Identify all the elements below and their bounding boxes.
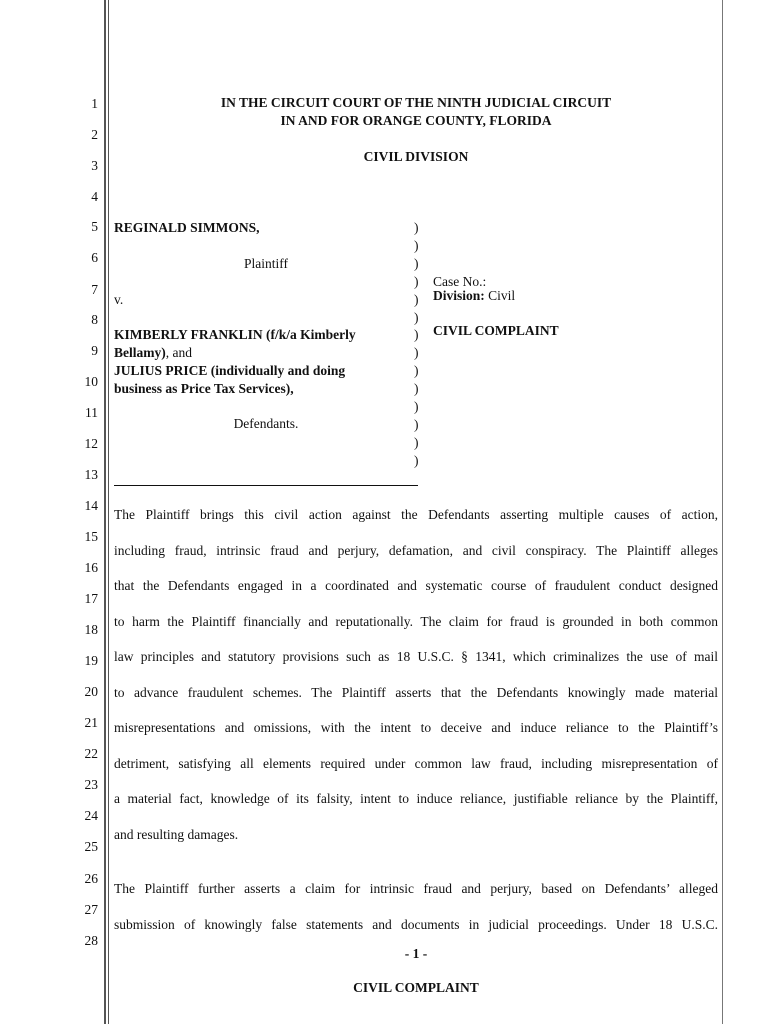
line-number: 9: [91, 343, 98, 358]
line-number: 18: [84, 622, 98, 637]
caption-paren: ): [414, 273, 419, 289]
defendant-2-line1: JULIUS PRICE (individually and doing: [114, 363, 346, 378]
line-number: 1: [91, 96, 98, 111]
line-number: 26: [84, 871, 98, 886]
line-number: 28: [84, 933, 98, 948]
caption-paren: ): [414, 255, 419, 271]
caption-separator-line: [114, 485, 418, 486]
division-label: Division:: [433, 288, 485, 303]
paragraph-line: and resulting damages.: [114, 826, 239, 842]
division-heading: CIVIL DIVISION: [363, 149, 469, 164]
defendant-role: Defendants.: [233, 416, 299, 431]
line-number: 15: [84, 529, 98, 544]
document-title: CIVIL COMPLAINT: [433, 323, 559, 338]
caption-paren: ): [414, 237, 419, 253]
line-number: 8: [91, 312, 98, 327]
line-number: 25: [84, 839, 98, 854]
paragraph-1: [114, 497, 718, 852]
paragraph-line: The Plaintiff brings this civil action against the Defendants asserting multiple causes of action,: [114, 507, 718, 522]
line-number: 3: [91, 158, 98, 173]
plaintiff-name: REGINALD SIMMONS,: [114, 220, 260, 235]
line-number: 6: [91, 250, 98, 265]
left-margin-rule-inner: [108, 0, 109, 1024]
line-number: 23: [84, 777, 98, 792]
division-field: [433, 287, 515, 304]
paragraph-line: that the Defendants engaged in a coordinated and systematic course of fraudulent conduct designed: [114, 578, 718, 593]
caption-paren: ): [414, 345, 419, 361]
paragraph-line: to advance fraudulent schemes. The Plaintiff asserts that the Defendants knowingly made material: [114, 684, 718, 700]
line-number: 7: [91, 282, 98, 297]
caption-paren: ): [414, 399, 419, 414]
caption-paren: ): [414, 452, 419, 468]
line-number: 4: [91, 189, 98, 204]
line-number: 5: [91, 219, 98, 234]
paragraph-line: including fraud, intrinsic fraud and perjury, defamation, and civil conspiracy. The Plaintiff alleges: [114, 542, 718, 558]
line-number: 16: [84, 560, 98, 575]
paragraph-line: The Plaintiff further asserts a claim for intrinsic fraud and perjury, based on Defendants’ alleged: [114, 881, 718, 896]
line-number: 21: [84, 715, 98, 730]
defendant-2-line2: business as Price Tax Services),: [114, 381, 294, 396]
caption-paren: ): [414, 434, 419, 450]
caption-paren: ): [414, 327, 419, 343]
defendant-conjunction: , and: [165, 345, 192, 360]
paragraph-line: misrepresentations and omissions, with the intent to deceive and induce reliance to the Plaintiff’s: [114, 720, 718, 735]
line-number: 12: [84, 436, 98, 451]
left-margin-rule: [104, 0, 106, 1024]
division-value: Civil: [484, 288, 516, 303]
caption-paren: ): [414, 309, 419, 325]
line-number: 13: [84, 467, 98, 482]
caption-paren: ): [414, 416, 419, 432]
line-number: 22: [84, 746, 98, 761]
line-number: 19: [84, 653, 98, 668]
line-number: 17: [84, 591, 98, 606]
court-heading-line2: IN AND FOR ORANGE COUNTY, FLORIDA: [280, 113, 552, 128]
paragraph-2: [114, 871, 718, 942]
line-number: 27: [84, 902, 98, 917]
line-number: 24: [84, 808, 98, 823]
right-margin-rule: [722, 0, 723, 1024]
defendant-1-name: KIMBERLY FRANKLIN (f/k/a Kimberly: [114, 327, 356, 342]
defendant-1-alias: Bellamy): [114, 345, 166, 360]
versus: v.: [114, 292, 124, 307]
line-number: 14: [84, 498, 98, 513]
paragraph-line: to harm the Plaintiff financially and reputationally. The claim for fraud is grounded in both common: [114, 613, 718, 629]
paragraph-line: a material fact, knowledge of its falsity, intent to induce reliance, justifiable reliance by the Plaintiff,: [114, 791, 718, 806]
line-number: 2: [91, 127, 98, 142]
paragraph-line: law principles and statutory provisions such as 18 U.S.C. § 1341, which criminalizes the use of mail: [114, 649, 718, 664]
case-number-label: Case No.:: [433, 274, 487, 289]
defendant-1-continued: [114, 344, 192, 361]
paragraph-line: detriment, satisfying all elements required under common law fraud, including misrepresentation of: [114, 755, 718, 771]
caption-paren: ): [414, 220, 419, 235]
footer-title: CIVIL COMPLAINT: [353, 980, 479, 995]
line-number: 10: [84, 374, 98, 389]
plaintiff-role: Plaintiff: [243, 256, 288, 271]
caption-paren: ): [414, 363, 419, 379]
caption-paren: ): [414, 291, 419, 307]
court-heading-line1: IN THE CIRCUIT COURT OF THE NINTH JUDICIAL CIRCUIT: [220, 95, 612, 110]
page-number: - 1 -: [404, 946, 428, 961]
caption-paren: ): [414, 381, 419, 397]
line-number: 20: [84, 684, 98, 699]
line-number: 11: [85, 405, 98, 420]
paragraph-line: submission of knowingly false statements and documents in judicial proceedings. Under 18 U.S.C.: [114, 916, 718, 932]
